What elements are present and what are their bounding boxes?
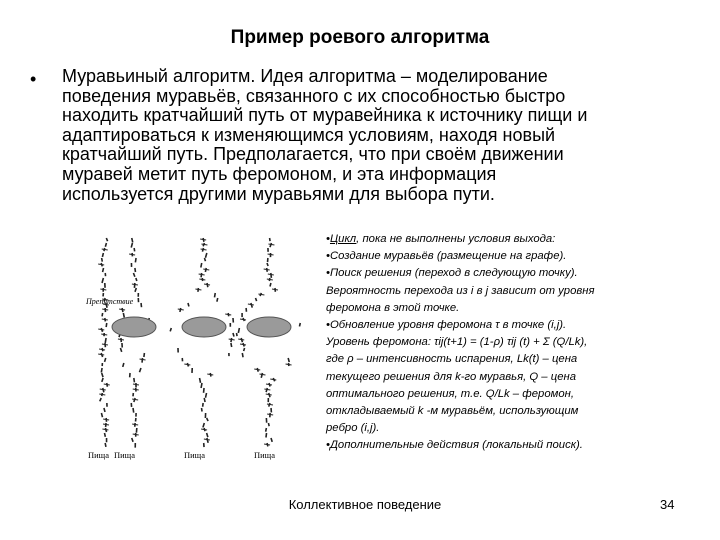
ant-leg-mark: [103, 419, 109, 420]
algorithm-line: феромона в этой точке.: [326, 301, 460, 314]
ant-mark: [102, 373, 103, 377]
ant-mark: [205, 393, 206, 398]
ant-mark: [105, 338, 106, 343]
ant-leg-mark: [199, 274, 205, 275]
ant-leg-mark: [129, 254, 135, 255]
ant-leg-mark: [99, 394, 105, 395]
ant-leg-mark: [199, 279, 205, 280]
ant-leg-mark: [267, 279, 273, 280]
ant-leg-mark: [195, 289, 201, 290]
ant-mark: [205, 253, 206, 258]
ant-mark: [233, 333, 234, 337]
ant-leg-mark: [201, 429, 207, 430]
main-text-line: кратчайший путь. Предполагается, что при своём движении: [62, 144, 564, 165]
ant-mark: [133, 408, 134, 413]
ant-mark: [135, 258, 136, 262]
ant-mark: [270, 243, 271, 247]
bullet-char: •: [326, 233, 330, 245]
ant-leg-mark: [264, 389, 270, 390]
ant-leg-mark: [204, 284, 210, 285]
algorithm-line: где ρ – интенсивность испарения, Lk(t) – цена: [326, 353, 578, 366]
ant-mark: [266, 428, 267, 432]
food-label: Пища: [88, 450, 110, 460]
ant-leg-mark: [268, 244, 274, 245]
ant-leg-mark: [238, 339, 244, 340]
food-label: Пища: [254, 450, 276, 460]
bullet-marker: •: [30, 69, 37, 89]
ant-mark: [106, 323, 107, 327]
ant-mark: [207, 418, 208, 421]
ant-leg-mark: [201, 244, 207, 245]
algorithm-line: откладываемый k -м муравьём, использующим: [326, 405, 579, 418]
ant-leg-mark: [268, 274, 274, 275]
ant-mark: [135, 268, 136, 272]
slide-title: Пример роевого алгоритма: [230, 27, 490, 48]
ant-mark: [271, 273, 272, 278]
ant-mark: [270, 283, 271, 286]
ant-trails: [98, 238, 300, 448]
obstacle-label: Препятствие: [86, 297, 134, 306]
ant-mark: [132, 438, 133, 442]
ant-mark: [102, 378, 103, 382]
ant-mark: [204, 258, 205, 261]
ant-leg-mark: [184, 364, 190, 365]
ant-leg-mark: [286, 364, 292, 365]
ant-mark: [144, 353, 145, 357]
ant-mark: [131, 243, 132, 248]
ant-leg-mark: [102, 429, 108, 430]
ant-leg-mark: [200, 239, 206, 240]
ant-mark: [231, 338, 232, 342]
ant-mark: [237, 333, 238, 336]
main-text-line: находить кратчайший путь от муравейника к источнику пищи и: [62, 105, 588, 126]
ant-leg-mark: [98, 354, 104, 355]
ant-mark: [123, 313, 124, 317]
ant-leg-mark: [225, 314, 231, 315]
ant-mark: [299, 323, 300, 326]
ant-leg-mark: [240, 319, 246, 320]
page-number: 34: [660, 497, 675, 512]
ant-mark: [105, 243, 106, 247]
ant-trails-diagram: [84, 232, 320, 462]
ant-mark: [231, 343, 232, 347]
ant-mark: [105, 358, 106, 362]
obstacles: [112, 317, 291, 337]
ant-mark: [204, 388, 205, 393]
ant-mark: [251, 303, 252, 308]
ant-leg-mark: [254, 369, 260, 370]
ant-leg-mark: [133, 434, 139, 435]
ant-mark: [256, 298, 257, 301]
ant-leg-mark: [272, 289, 278, 290]
ant-mark: [238, 328, 239, 333]
ant-mark: [120, 348, 121, 352]
ant-mark: [133, 273, 134, 277]
ant-mark: [261, 373, 262, 378]
loop-keyword: Цикл: [329, 233, 357, 245]
ant-leg-mark: [98, 264, 104, 265]
ant-leg-mark: [102, 249, 108, 250]
ant-mark: [103, 268, 104, 272]
ant-mark: [266, 433, 267, 437]
ant-leg-mark: [99, 349, 105, 350]
ant-mark: [134, 398, 135, 402]
ant-leg-mark: [259, 374, 265, 375]
algorithm-line: ребро (i,j).: [326, 422, 380, 435]
ant-leg-mark: [201, 249, 207, 250]
ant-leg-mark: [207, 374, 213, 375]
ant-leg-mark: [133, 384, 139, 385]
ant-mark: [142, 358, 143, 363]
ant-leg-mark: [266, 394, 272, 395]
ant-leg-mark: [100, 289, 106, 290]
ant-mark: [268, 423, 269, 426]
main-paragraph: [62, 67, 662, 204]
ant-mark: [139, 368, 140, 372]
algorithm-line: Вероятность перехода из i в j зависит от уровня: [326, 284, 595, 297]
algorithm-line: оптимального решения, т.е. Q/Lk – феромон,: [326, 387, 575, 400]
main-text-line: используется другими муравьями для выбора пути.: [62, 183, 495, 204]
ant-leg-mark: [140, 359, 146, 360]
ant-leg-mark: [248, 304, 254, 305]
algorithm-line: •Создание муравьёв (размещение на графе).: [326, 250, 567, 263]
ant-leg-mark: [119, 309, 125, 310]
ant-leg-mark: [264, 269, 270, 270]
ant-mark: [100, 398, 101, 401]
obstacle-ellipse: [247, 317, 291, 337]
ant-mark: [102, 313, 103, 316]
ant-leg-mark: [104, 384, 110, 385]
obstacle-ellipse: [182, 317, 226, 337]
ant-mark: [203, 423, 204, 427]
ant-leg-mark: [102, 319, 108, 320]
ant-mark: [101, 413, 102, 417]
ant-mark: [106, 238, 107, 241]
ant-leg-mark: [268, 254, 274, 255]
algorithm-line: текущего решения для k-го муравья, Q – цена: [326, 370, 576, 383]
ant-leg-mark: [102, 309, 108, 310]
ant-trail-column: [237, 238, 301, 446]
ant-mark: [136, 278, 137, 281]
ant-leg-mark: [229, 339, 235, 340]
obstacle-ellipse: [112, 317, 156, 337]
ant-mark: [207, 433, 208, 437]
ant-trail-column: [170, 238, 234, 447]
main-text-line: поведения муравьёв, связанного с их способностью быстро: [62, 85, 566, 106]
ant-leg-mark: [132, 284, 138, 285]
ant-leg-mark: [103, 424, 109, 425]
main-text-line: муравей метит путь феромоном, и эта информация: [62, 163, 497, 184]
ant-mark: [267, 263, 268, 266]
main-text-line: Муравьиный алгоритм. Идея алгоритма – моделирование: [62, 66, 548, 86]
ant-mark: [105, 443, 106, 447]
ant-mark: [217, 298, 218, 302]
ant-mark: [101, 368, 102, 372]
algorithm-line: Уровень феромона: τij(t+1) = (1-ρ) τij (t) + Σ (Q/Lk),: [326, 336, 588, 349]
ant-leg-mark: [267, 414, 273, 415]
ant-mark: [207, 438, 208, 443]
algorithm-steps: [326, 231, 690, 455]
ant-leg-mark: [178, 309, 184, 310]
ant-leg-mark: [258, 294, 264, 295]
ant-mark: [242, 353, 243, 357]
ant-leg-mark: [98, 329, 104, 330]
ant-mark: [266, 388, 267, 392]
ant-leg-mark: [203, 269, 209, 270]
footer-caption: Коллективное поведение: [288, 497, 442, 512]
ant-mark: [102, 253, 103, 257]
ant-mark: [135, 288, 136, 292]
ant-trail-column: [98, 238, 110, 447]
ant-mark: [134, 248, 135, 251]
ant-leg-mark: [270, 379, 276, 380]
ant-mark: [244, 348, 245, 351]
ant-trail-column: [117, 238, 149, 448]
ant-mark: [188, 303, 189, 306]
ant-mark: [170, 328, 171, 331]
ant-mark: [102, 278, 103, 283]
ant-leg-mark: [132, 399, 138, 400]
ant-mark: [201, 273, 202, 277]
ant-mark: [202, 408, 203, 412]
ant-leg-mark: [267, 404, 273, 405]
ant-mark: [215, 293, 216, 297]
food-label: Пища: [114, 450, 136, 460]
loop-condition: , пока не выполнены условия выхода:: [356, 233, 556, 245]
algorithm-line: •Поиск решения (переход в следующую точку).: [326, 267, 578, 280]
algorithm-line: •Обновление уровня феромона τ в точке (i,j).: [326, 319, 567, 332]
ant-leg-mark: [204, 439, 210, 440]
ant-leg-mark: [100, 389, 106, 390]
ant-leg-mark: [101, 334, 107, 335]
main-text-line: адаптироваться к изменяющимся условиям, находя новый: [62, 124, 556, 145]
ant-leg-mark: [118, 339, 124, 340]
ant-mark: [134, 378, 135, 382]
ant-mark: [132, 238, 133, 242]
ant-leg-mark: [264, 444, 270, 445]
ant-mark: [102, 258, 103, 262]
ant-mark: [123, 363, 124, 367]
ant-mark: [105, 433, 106, 437]
ant-leg-mark: [132, 424, 138, 425]
ant-leg-mark: [240, 344, 246, 345]
ant-mark: [201, 263, 202, 267]
ant-mark: [204, 398, 205, 402]
ant-leg-mark: [133, 389, 139, 390]
ant-mark: [201, 383, 202, 388]
algorithm-line: •Дополнительные действия (локальный поиск).: [326, 439, 583, 452]
ant-mark: [200, 378, 201, 383]
food-label: Пища: [184, 450, 206, 460]
ant-mark: [288, 358, 289, 362]
ant-mark: [271, 438, 272, 442]
ant-mark: [104, 408, 105, 412]
algorithm-line-loop: [326, 231, 690, 248]
ant-colony-figure: [84, 232, 320, 462]
ant-leg-mark: [266, 384, 272, 385]
ant-leg-mark: [102, 344, 108, 345]
